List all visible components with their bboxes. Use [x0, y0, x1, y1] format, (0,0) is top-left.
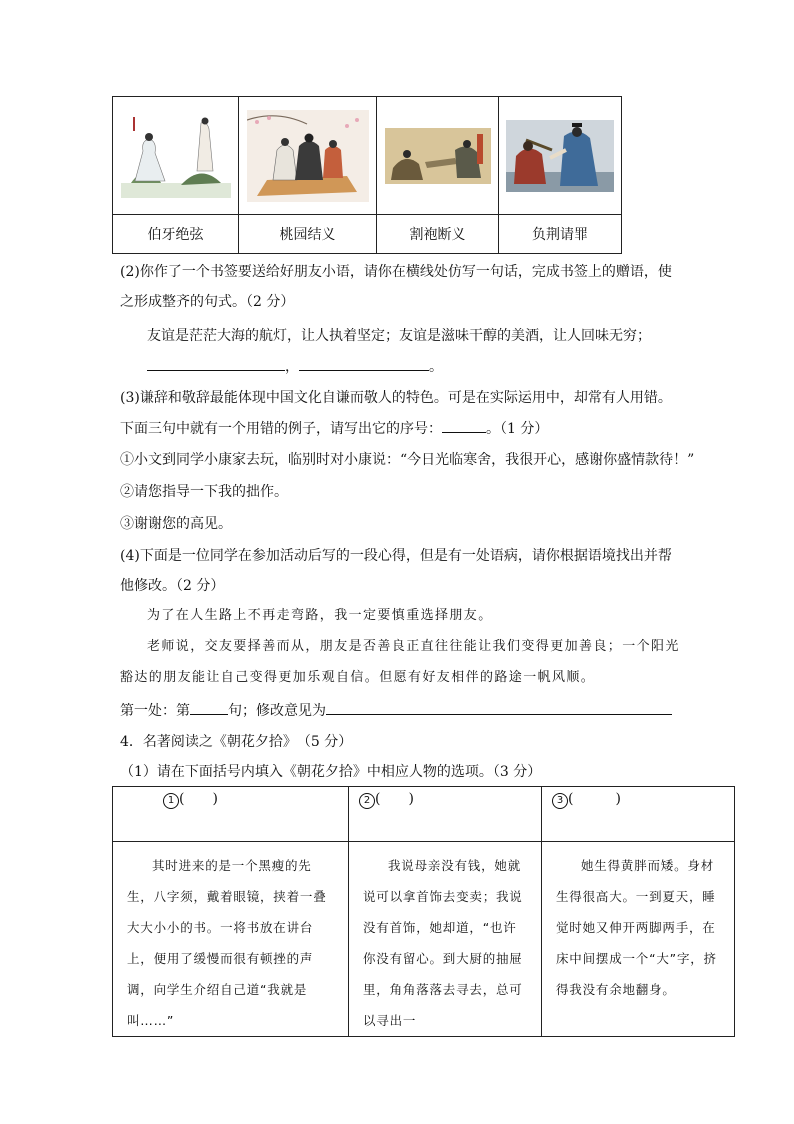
caption-fujing: 负荆请罪 [499, 215, 622, 254]
answer-paren-3[interactable]: ( ) [568, 791, 621, 807]
q2-example-sentence: 友谊是茫茫大海的航灯，让人执着坚定；友谊是滋味干醇的美酒，让人回味无穷； [147, 328, 651, 344]
q2-answer-blank-1[interactable] [147, 356, 285, 371]
q3-item-3: ③谢谢您的高见。 [120, 516, 232, 532]
circled-number-3: 3 [552, 793, 568, 809]
image-cell-taoyuan [239, 97, 377, 215]
answer-paren-2[interactable]: ( ) [375, 791, 414, 807]
q3-item-2: ②请您指导一下我的拙作。 [120, 484, 288, 500]
section4-title: 4．名著阅读之《朝花夕拾》 （5 分） [120, 734, 353, 750]
image-cell-boya [113, 97, 239, 215]
q4-answer-label-b: 句；修改意见为 [228, 703, 326, 719]
boya-illustration [121, 113, 231, 198]
q2-prompt-line1: (2)你作了一个书签要送给好朋友小语，请你在横线处仿写一句话，完成书签上的赠语，使 [120, 264, 672, 280]
q3-item-1: ①小文到同学小康家去玩，临别时对小康说：“今日光临寒舍，我很开心，感谢你盛情款待！” [120, 452, 695, 468]
taoyuan-illustration [247, 110, 369, 202]
circled-number-1: 1 [163, 793, 179, 809]
image-cell-fujing [499, 97, 622, 215]
caption-gepao: 割袍断义 [377, 215, 499, 254]
q4-paragraph-1: 为了在人生路上不再走弯路，我一定要慎重选择朋友。 [147, 608, 493, 623]
character-matching-table [112, 786, 735, 1037]
q3-answer-blank[interactable] [442, 418, 486, 433]
q4-sentence-number-blank[interactable] [190, 700, 228, 715]
column-header-1 [113, 787, 349, 842]
q4-answer-line [120, 700, 672, 721]
q3-prompt-text: 下面三句中就有一个用错的例子，请写出它的序号： [120, 421, 442, 437]
q4-prompt-line1: (4)下面是一位同学在参加活动后写的一段心得，但是有一处语病，请你根据语境找出并帮 [120, 548, 672, 564]
column-header-3 [542, 787, 735, 842]
excerpt-2: 我说母亲没有钱，她就说可以拿首饰去变卖；我说没有首饰，她却道，“也许你没有留心。到大厨的抽屉里，角角落落去寻去，总可以寻出一 [349, 842, 542, 1037]
q3-prompt-line2 [120, 418, 548, 439]
answer-paren-1[interactable]: ( ) [179, 791, 218, 807]
friendship-image-table [112, 96, 622, 254]
q2-comma: ， [285, 359, 299, 375]
section4-subquestion: （1）请在下面括号内填入《朝花夕拾》中相应人物的选项。（3 分） [120, 764, 542, 780]
q2-prompt-line2: 之形成整齐的句式。（2 分） [120, 294, 295, 310]
caption-taoyuan: 桃园结义 [239, 215, 377, 254]
q4-revision-blank[interactable] [326, 700, 672, 715]
q4-paragraph-2a: 老师说，交友要择善而从，朋友是否善良正直往往能让我们变得更加善良；一个阳光 [147, 639, 680, 654]
q2-answer-line [147, 356, 443, 377]
circled-number-2: 2 [359, 793, 375, 809]
q4-answer-label-a: 第一处：第 [120, 703, 190, 719]
excerpt-3: 她生得黄胖而矮。身材生得很高大。一到夏天，睡觉时她又伸开两脚两手，在床中间摆成一个“大”字，挤得我没有余地翻身。 [542, 842, 735, 1037]
fujing-illustration [506, 120, 614, 192]
q4-prompt-line2: 他修改。（2 分） [120, 578, 225, 594]
q3-prompt-suffix: 。（1 分） [486, 421, 549, 437]
column-header-2 [349, 787, 542, 842]
caption-boya: 伯牙绝弦 [113, 215, 239, 254]
q2-period: 。 [429, 359, 443, 375]
q3-prompt-line1: (3)谦辞和敬辞最能体现中国文化自谦而敬人的特色。可是在实际运用中，却常有人用错。 [120, 390, 672, 406]
image-cell-gepao [377, 97, 499, 215]
q4-paragraph-2b: 豁达的朋友能让自己变得更加乐观自信。但愿有好友相伴的路途一帆风顺。 [120, 670, 596, 685]
gepao-illustration [385, 128, 491, 184]
excerpt-1: 其时进来的是一个黑瘦的先生，八字须，戴着眼镜，挟着一叠大大小小的书。一将书放在讲台上，便用了缓慢而很有顿挫的声调，向学生介绍自己道“我就是叫……” [113, 842, 349, 1037]
q2-answer-blank-2[interactable] [299, 356, 429, 371]
